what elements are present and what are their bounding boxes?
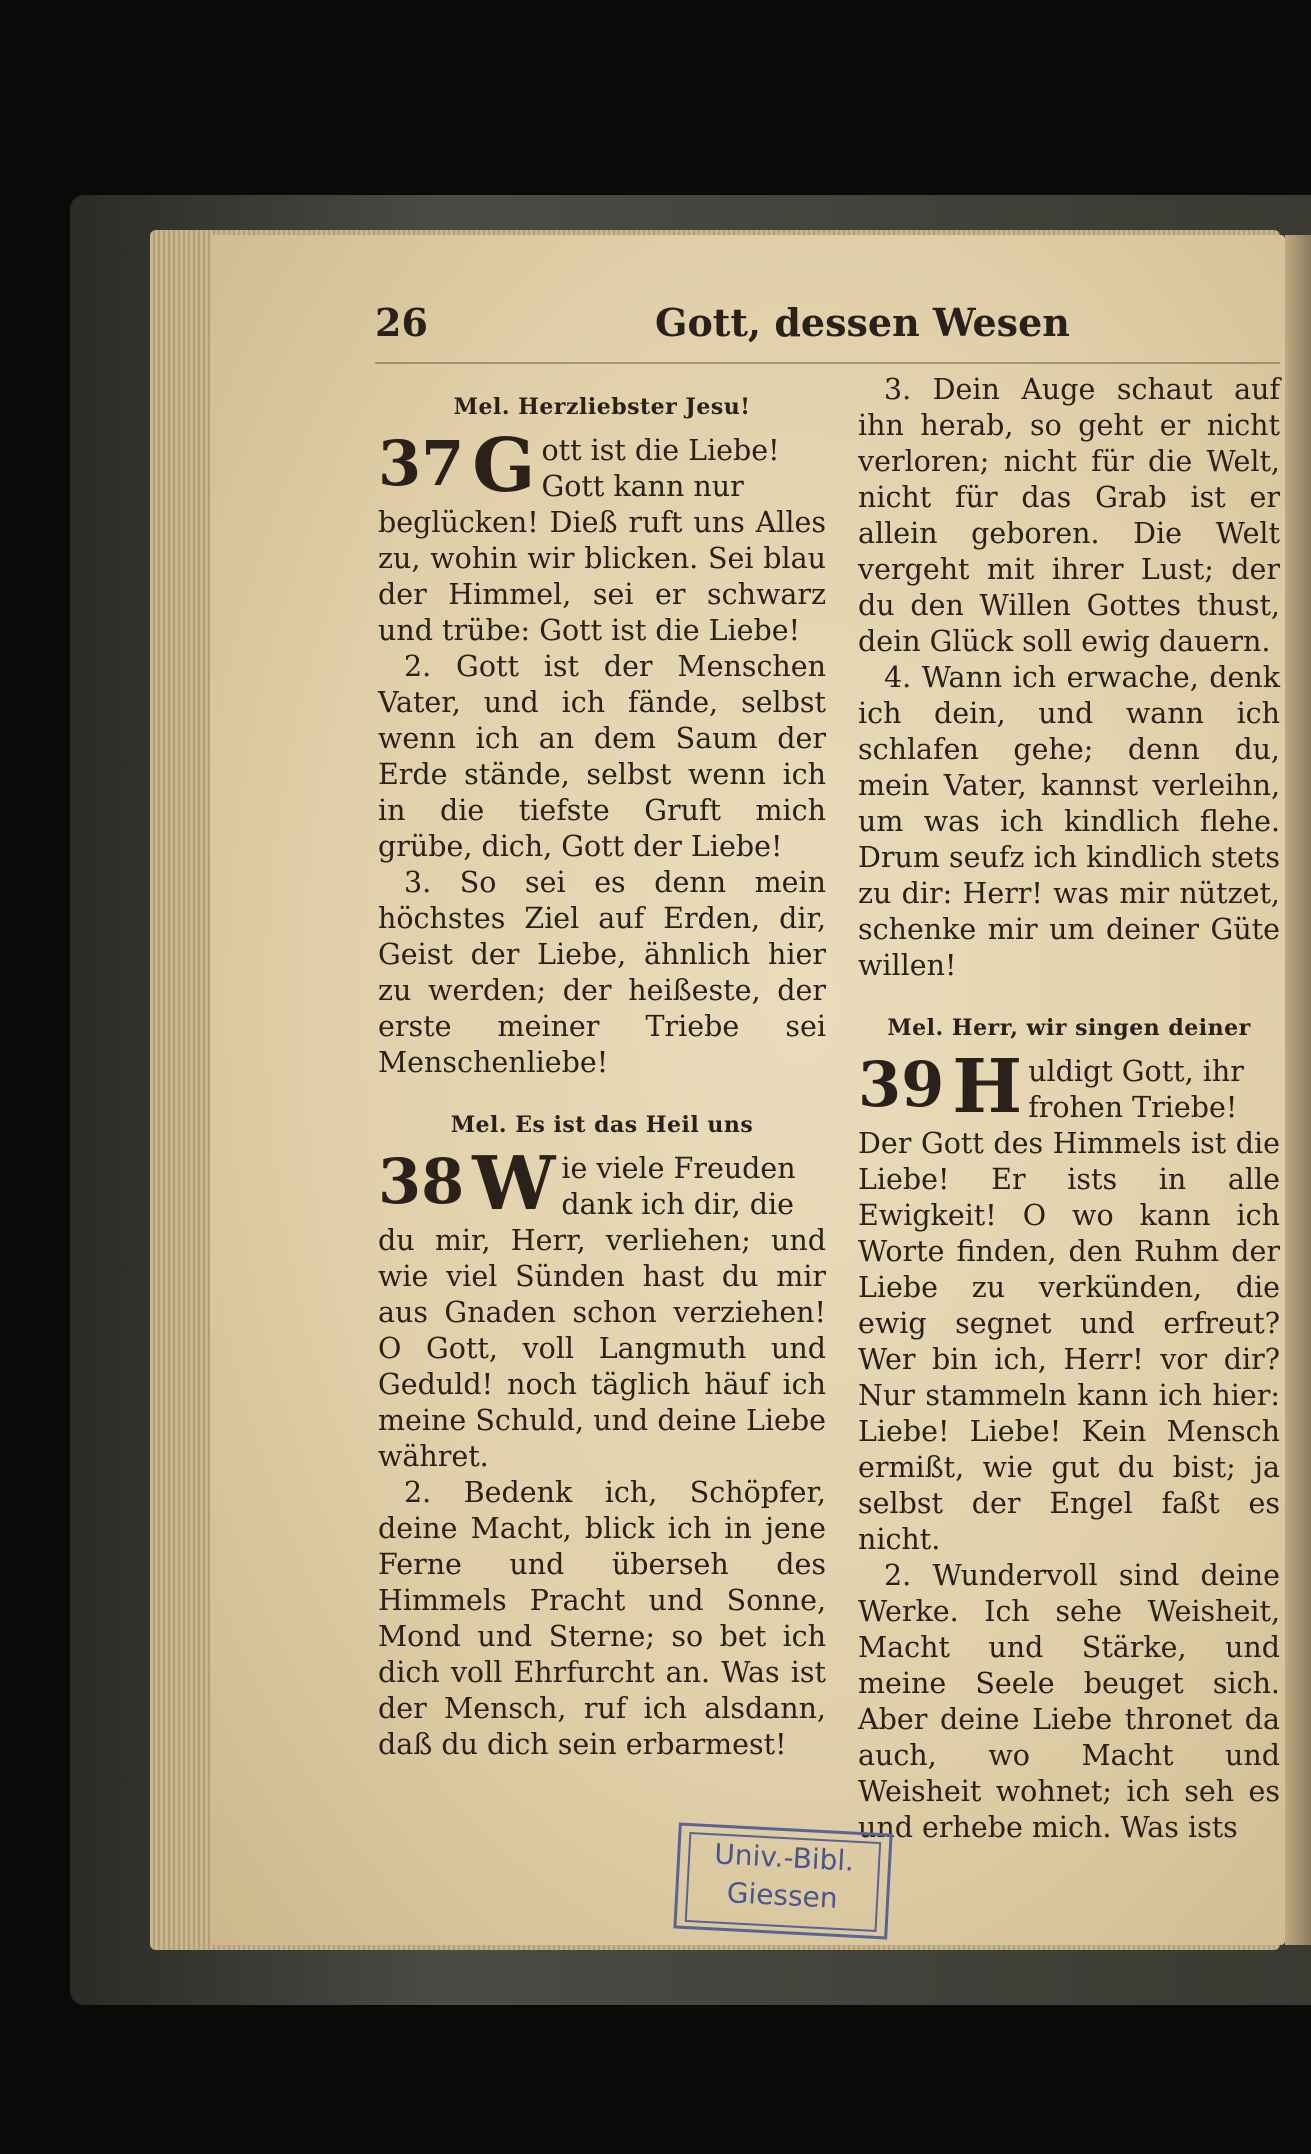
melody-line: Mel. Herzliebster Jesu!	[453, 394, 751, 420]
verse-3: 3. So sei es denn mein höchstes Ziel auf Erden, dir, Geist der Liebe, ähnlich hier zu werden; der heißeste, der erste meiner Triebe sei Menschenliebe!	[378, 866, 826, 1079]
hymn-heading	[378, 423, 826, 509]
left-column	[378, 385, 826, 1763]
page-number: 26	[375, 300, 428, 345]
library-stamp	[673, 1822, 892, 1939]
stamp-frame	[685, 1832, 881, 1932]
verse-2: 2. Wundervoll sind deine Werke. Ich sehe Weisheit, Macht und Stärke, und meine Seele beuget sich. Aber deine Liebe thronet da auch, wo Macht und Weisheit wohnet; ich seh es und erhebe mich. Was ists	[858, 1559, 1280, 1844]
melody-line: Mel. Herr, wir singen deiner	[887, 1015, 1251, 1041]
verse-text: beglücken! Dieß ruft uns Alles zu, wohin wir blicken. Sei blau der Himmel, sei er schwarz und trübe: Gott ist die Liebe!	[378, 506, 826, 647]
hymn-heading	[378, 1141, 826, 1227]
drop-cap: H	[952, 1044, 1023, 1130]
hymn-37	[378, 423, 826, 1081]
verse-2: 2. Gott ist der Menschen Vater, und ich fände, selbst wenn ich an dem Saum der Erde stände, selbst wenn ich in die tiefste Gruft mich grübe, dich, Gott der Liebe!	[378, 650, 826, 863]
running-title: Gott, dessen Wesen	[655, 300, 1070, 345]
stamp-line-1: Univ.-Bibl.	[713, 1837, 855, 1878]
first-line: ie viele Freuden dank ich dir, die	[561, 1152, 796, 1221]
hymn-38	[378, 1141, 826, 1763]
hymn-number: 37	[378, 427, 465, 500]
drop-cap: W	[472, 1141, 556, 1227]
hymn-39	[858, 1044, 1280, 1846]
first-line: ott ist die Liebe! Gott kann nur	[541, 434, 780, 503]
next-page-edge	[1285, 235, 1311, 1945]
drop-cap: G	[472, 423, 536, 509]
first-line: uldigt Gott, ihr frohen Triebe!	[1028, 1055, 1244, 1124]
hymn-number: 39	[858, 1048, 945, 1121]
hymn-number: 38	[378, 1145, 465, 1218]
header-rule	[375, 362, 1280, 364]
verse-3: 3. Dein Auge schaut auf ihn herab, so geht er nicht verloren; nicht für die Welt, nicht für das Grab ist er allein geboren. Die Welt vergeht mit ihrer Lust; der du den Willen Gottes thust, dein Glück soll ewig dauern.	[858, 373, 1280, 658]
verse-text: du mir, Herr, verliehen; und wie viel Sünden hast du mir aus Gnaden schon verziehen! O Gott, voll Langmuth und Geduld! noch täglich häuf ich meine Schuld, und deine Liebe währet.	[378, 1224, 826, 1473]
verse-2: 2. Bedenk ich, Schöpfer, deine Macht, blick ich in jene Ferne und überseh des Himmels Pracht und Sonne, Mond und Sterne; so bet ich dich voll Ehrfurcht an. Was ist der Mensch, ruf ich alsdann, daß du dich sein erbarmest!	[378, 1476, 826, 1761]
melody-line: Mel. Es ist das Heil uns	[450, 1112, 754, 1138]
hymn-heading	[858, 1044, 1280, 1130]
verse-4: 4. Wann ich erwache, denk ich dein, und wann ich schlafen gehe; denn du, mein Vater, kannst verleihn, um was ich kindlich flehe. Drum seufz ich kindlich stets zu dir: Herr! was mir nützet, schenke mir um deiner Güte willen!	[858, 661, 1280, 982]
stamp-line-2: Giessen	[726, 1876, 839, 1915]
verse-text: Der Gott des Himmels ist die Liebe! Er ists in alle Ewigkeit! O wo kann ich Worte finden, den Ruhm der Liebe zu verkünden, die ewig segnet und erfreut? Wer bin ich, Herr! vor dir? Nur stammeln kann ich hier: Liebe! Liebe! Kein Mensch ermißt, wie gut du bist; ja selbst der Engel faßt es nicht.	[858, 1127, 1280, 1556]
right-column	[858, 372, 1280, 1846]
